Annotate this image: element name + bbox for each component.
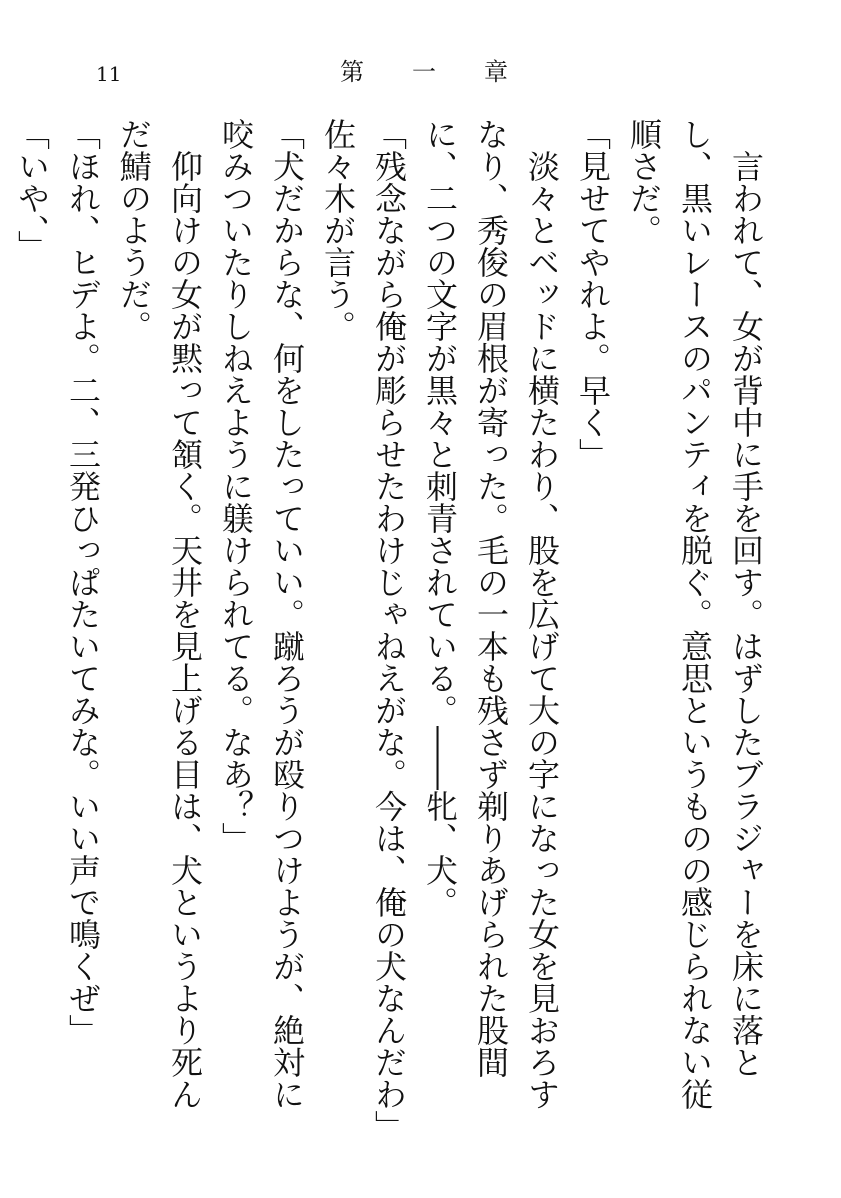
dialogue-line: 「犬だからな、何をしたっていい。蹴ろうが殴りつけようが、絶対に咬みついたりしねえように躾けられてる。なあ？」 bbox=[217, 118, 306, 1110]
paragraph: 言われて、女が背中に手を回す。はずしたブラジャーを床に落とし、黒いレースのパンティを脱ぐ。意思というものの感じられない従順さだ。 bbox=[625, 118, 765, 1110]
page-number: 11 bbox=[96, 62, 122, 86]
paragraph: 淡々とベッドに横たわり、股を広げて大の字になった女を見おろすなり、秀俊の眉根が寄った。毛の一本も残さず剃りあげられた股間に、二つの文字が黒々と刺青されている。――牝、犬。 bbox=[421, 118, 561, 1110]
dialogue-line: 「見せてやれよ。早く」 bbox=[574, 118, 612, 470]
dialogue-line: 「いや、」 bbox=[13, 118, 51, 262]
dialogue-line bbox=[0, 118, 6, 1138]
dialogue-line: 「残念ながら俺が彫らせたわけじゃねえがな。今は、俺の犬なんだわ」佐々木が言う。 bbox=[319, 118, 408, 1126]
chapter-title: 第一章 bbox=[340, 58, 556, 86]
novel-body-text bbox=[13, 118, 771, 1138]
paragraph: 仰向けの女が黙って頷く。天井を見上げる目は、犬というより死んだ鯖のようだ。 bbox=[115, 118, 204, 1110]
dialogue-line: 「ほれ、ヒデよ。二、三発ひっぱたいてみな。いい声で鳴くぜ」 bbox=[64, 118, 102, 1046]
